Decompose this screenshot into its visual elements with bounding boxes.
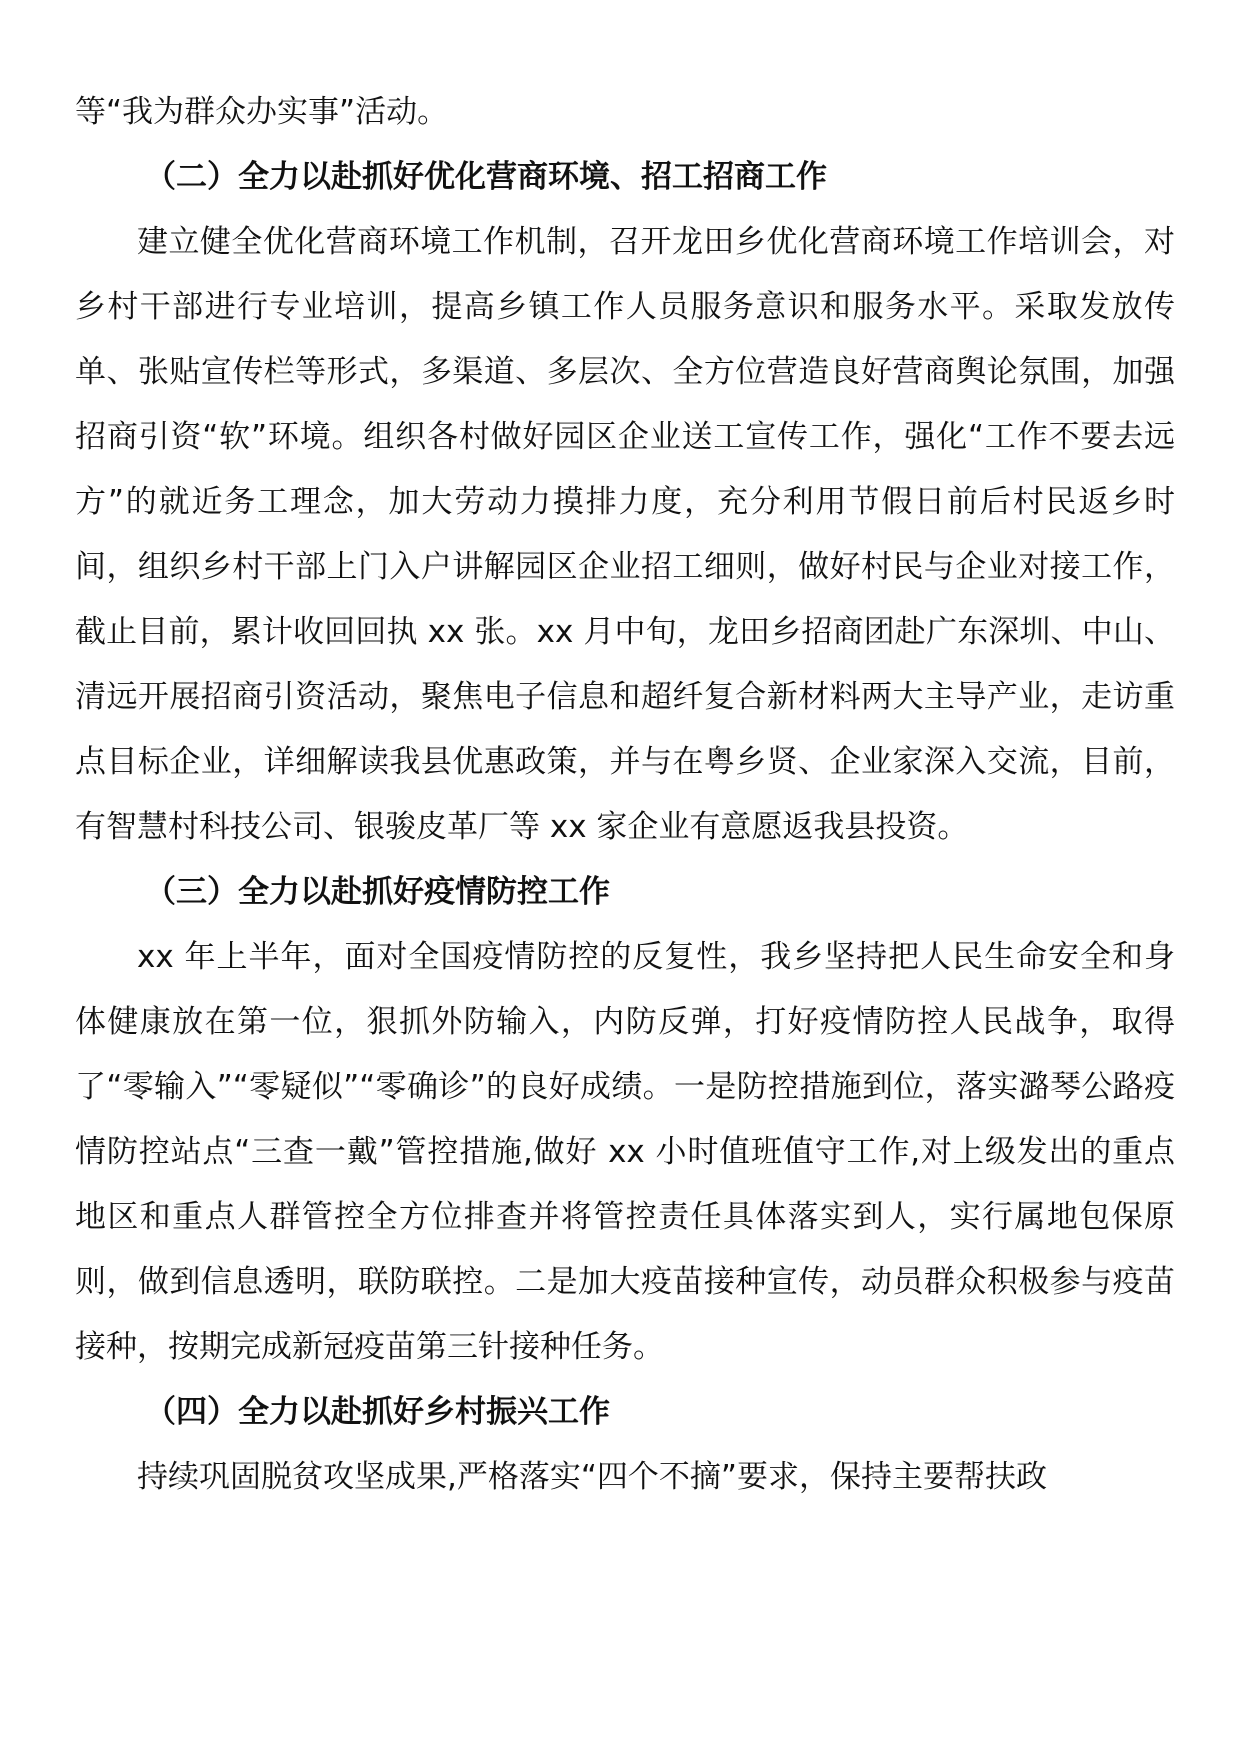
section-paragraph-2: 建立健全优化营商环境工作机制，召开龙田乡优化营商环境工作培训会，对乡村干部进行专业培训，提高乡镇工作人员服务意识和服务水平。采取发放传单、张贴宣传栏等形式，多渠道、多层次、全方位营造良好营商舆论氛围，加强招商引资“软”环境。组织各村做好园区企业送工宣传工作，强化“工作不要去远方”的就近务工理念，加大劳动力摸排力度，充分利用节假日前后村民返乡时间，组织乡村干部上门入户讲解园区企业招工细则，做好村民与企业对接工作，截止目前，累计收回回执 xx 张。xx 月中旬，龙田乡招商团赴广东深圳、中山、清远开展招商引资活动，聚焦电子信息和超纤复合新材料两大主导产业，走访重点目标企业，详细解读我县优惠政策，并与在粤乡贤、企业家深入交流，目前，有智慧村科技公司、银骏皮革厂等 xx 家企业有意愿返我县投资。 [75,224,1175,845]
document-body [75,80,1175,1510]
section-paragraph-4: 持续巩固脱贫攻坚成果,严格落实“四个不摘”要求，保持主要帮扶政 [137,1459,1047,1495]
section-heading-4: （四）全力以赴抓好乡村振兴工作 [145,1394,610,1430]
continuation-paragraph: 等“我为群众办实事”活动。 [75,94,449,130]
section-heading-2: （二）全力以赴抓好优化营商环境、招工招商工作 [145,159,827,195]
section-heading-3: （三）全力以赴抓好疫情防控工作 [145,874,610,910]
section-paragraph-3: xx 年上半年，面对全国疫情防控的反复性，我乡坚持把人民生命安全和身体健康放在第一位，狠抓外防输入，内防反弹，打好疫情防控人民战争，取得了“零输入”“零疑似”“零确诊”的良好成绩。一是防控措施到位，落实潞琴公路疫情防控站点“三查一戴”管控措施,做好 xx 小时值班值守工作,对上级发出的重点地区和重点人群管控全方位排查并将管控责任具体落实到人，实行属地包保原则，做到信息透明，联防联控。二是加大疫苗接种宣传，动员群众积极参与疫苗接种，按期完成新冠疫苗第三针接种任务。 [75,939,1175,1365]
